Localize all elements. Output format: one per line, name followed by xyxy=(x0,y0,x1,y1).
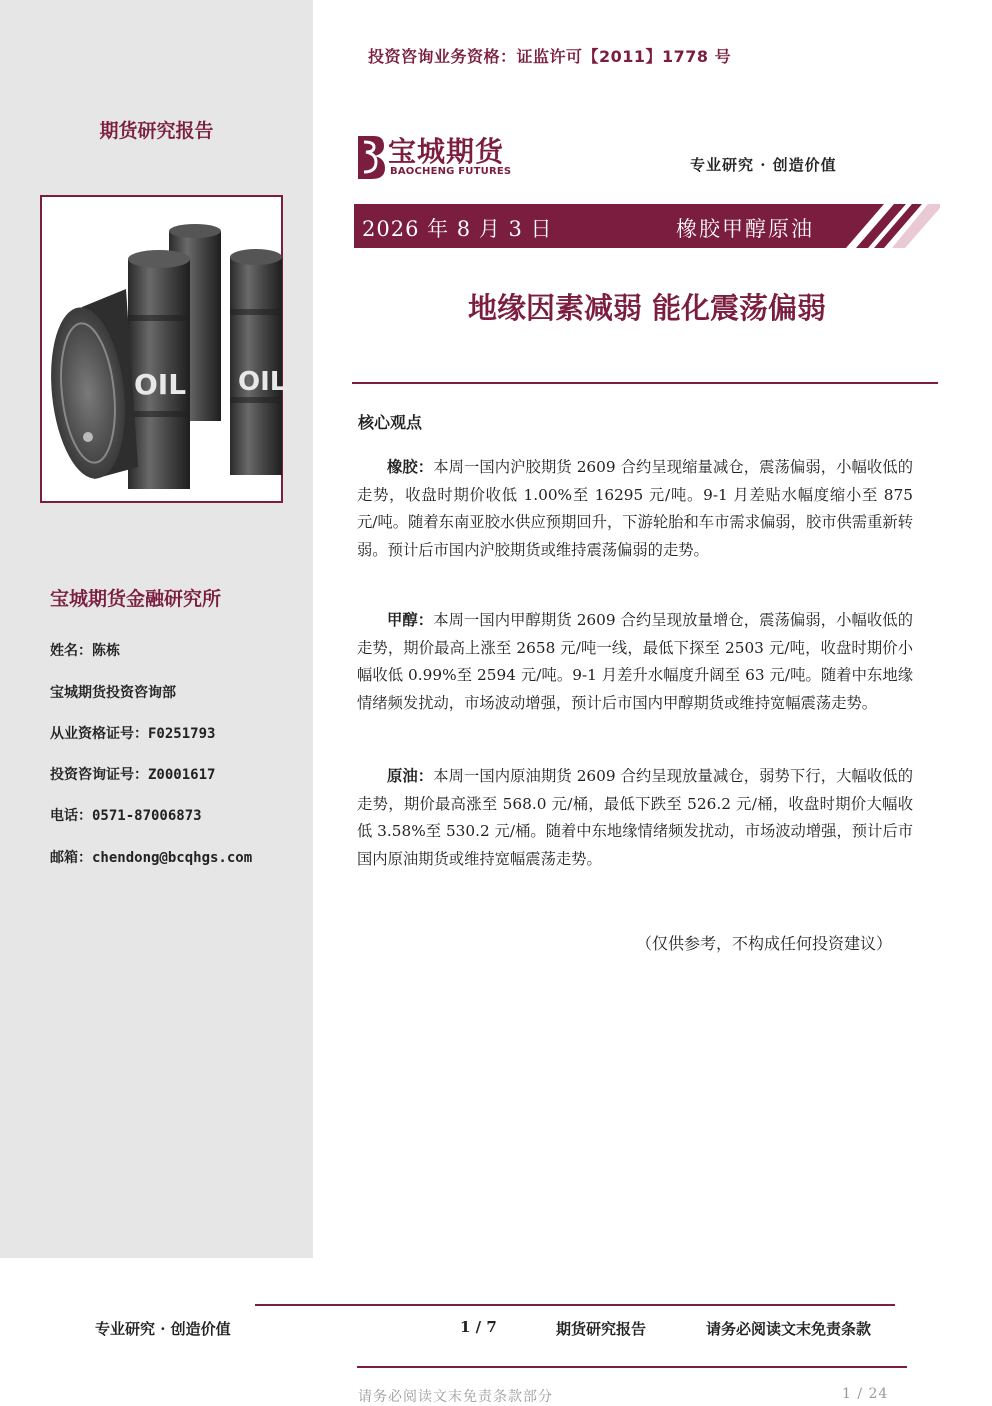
paragraph-lead: 原油： xyxy=(387,767,434,785)
investment-disclaimer: （仅供参考，不构成任何投资建议） xyxy=(636,934,893,953)
sidebar xyxy=(0,0,313,1258)
paragraph-rubber xyxy=(357,454,913,564)
paragraph-lead: 甲醇： xyxy=(387,611,434,629)
date-topic-banner xyxy=(354,204,940,248)
contact-value[interactable]: chendong@bcqhgs.com xyxy=(92,850,253,866)
report-headline: 地缘因素减弱 能化震荡偏弱 xyxy=(467,291,827,325)
report-topic: 橡胶甲醇原油 xyxy=(676,217,814,241)
contact-label: 宝城期货投资咨询部 xyxy=(50,685,176,701)
svg-text:OIL: OIL xyxy=(134,368,187,401)
paragraph-crude-oil xyxy=(357,763,913,873)
footer-report-type: 期货研究报告 xyxy=(556,1320,647,1338)
contact-label: 电话： xyxy=(50,808,92,824)
department xyxy=(50,682,176,702)
paragraph-text: 本周一国内甲醇期货 2609 合约呈现放量增仓，震荡偏弱，小幅收低的走势，期价最高上涨至 2658 元/吨一线，最低下探至 2503 元/吨，收盘时期价小幅收低 0.99%至 2594 元/吨。9-1 月差升水幅度升阔至 63 元/吨。随着中东地缘情绪频发扰动，市场波动增强，预计后市国内甲醇期货或维持宽幅震荡走势。 xyxy=(357,611,913,712)
company-logo xyxy=(352,130,522,182)
institute-name: 宝城期货金融研究所 xyxy=(50,588,222,610)
footer-divider xyxy=(255,1304,895,1306)
contact-label: 邮箱： xyxy=(50,850,92,866)
qualification-line: 投资咨询业务资格：证监许可【2011】1778 号 xyxy=(368,47,732,66)
contact-value: Z0001617 xyxy=(148,767,216,783)
barrel-center xyxy=(128,250,190,489)
contact-value: F0251793 xyxy=(148,726,216,742)
consulting-license xyxy=(50,764,215,784)
report-date: 2026 年 8 月 3 日 xyxy=(362,217,553,241)
header-slogan: 专业研究 · 创造价值 xyxy=(690,156,837,174)
footer-slogan: 专业研究 · 创造价值 xyxy=(95,1320,231,1338)
sidebar-report-type: 期货研究报告 xyxy=(99,120,214,142)
contact-label: 从业资格证号： xyxy=(50,726,148,742)
contact-label: 投资咨询证号： xyxy=(50,767,148,783)
footer-notice: 请务必阅读文末免责条款 xyxy=(706,1320,872,1338)
outer-footer-divider xyxy=(357,1366,907,1368)
analyst-name xyxy=(50,640,120,660)
footer-page-number: 1 / 7 xyxy=(460,1318,497,1336)
outer-footer-page: 1 / 24 xyxy=(842,1386,889,1402)
svg-text:OIL: OIL xyxy=(238,367,287,397)
paragraph-text: 本周一国内沪胶期货 2609 合约呈现缩量减仓，震荡偏弱，小幅收低的走势，收盘时期价收低 1.00%至 16295 元/吨。9-1 月差贴水幅度缩小至 875 元/吨。随着东南亚胶水供应预期回升，下游轮胎和车市需求偏弱，胶市供需重新转弱。预计后市国内沪胶期货或维持震荡偏弱的走势。 xyxy=(357,458,913,559)
practice-license xyxy=(50,723,215,743)
core-view-title: 核心观点 xyxy=(358,413,423,432)
paragraph-methanol xyxy=(357,607,913,717)
barrel-right xyxy=(230,249,286,475)
outer-footer-notice: 请务必阅读文末免责条款部分 xyxy=(358,1389,553,1405)
paragraph-lead: 橡胶： xyxy=(387,458,434,476)
phone xyxy=(50,805,202,825)
logo-mark-icon xyxy=(352,134,386,180)
logo-name-en: BAOCHENG FUTURES xyxy=(390,166,512,177)
logo-name-cn: 宝城期货 xyxy=(388,135,505,168)
headline-divider xyxy=(352,382,938,384)
oil-barrels-image xyxy=(40,195,287,503)
contact-value: 陈栋 xyxy=(92,643,120,659)
paragraph-text: 本周一国内原油期货 2609 合约呈现放量减仓，弱势下行，大幅收低的走势，期价最高涨至 568.0 元/桶，最低下跌至 526.2 元/桶，收盘时期价大幅收低 3.58%至 530.2 元/桶。随着中东地缘情绪频发扰动，市场波动增强，预计后市国内原油期货或维持宽幅震荡走势。 xyxy=(357,767,913,868)
email xyxy=(50,847,252,867)
contact-label: 姓名： xyxy=(50,643,92,659)
contact-value: 0571-87006873 xyxy=(92,808,202,824)
